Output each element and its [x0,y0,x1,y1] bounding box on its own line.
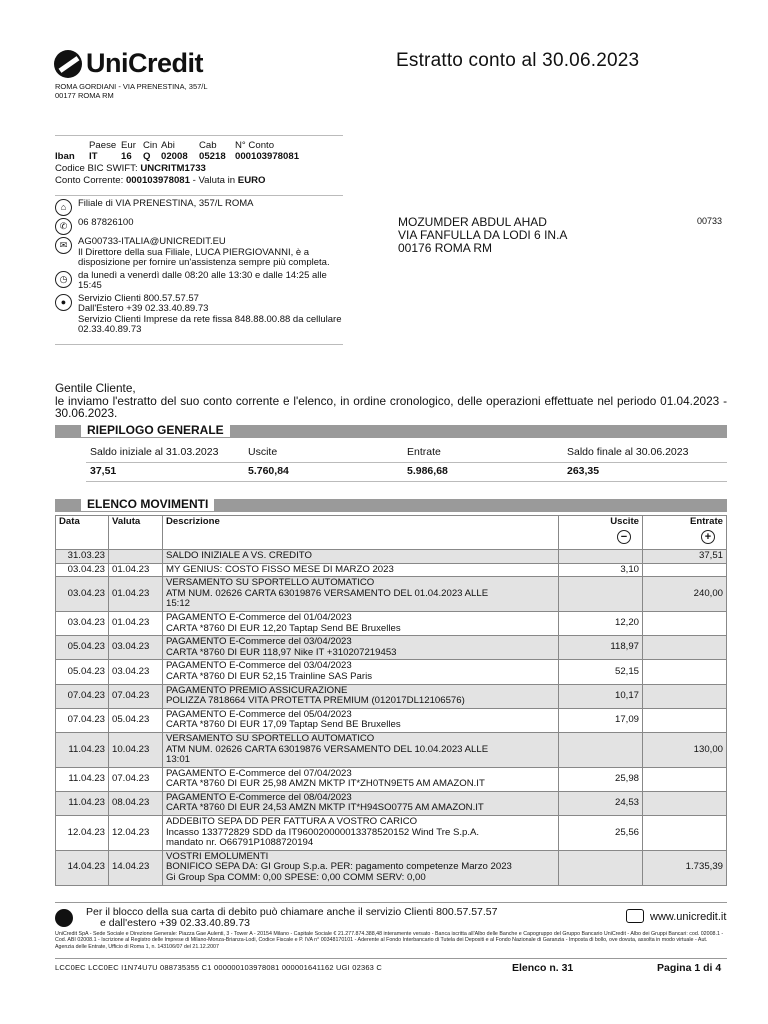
row-valuta: 12.04.23 [109,816,163,851]
summary-value-entrate: 5.986,68 [407,465,448,477]
summary-header-uscite: Uscite [248,446,278,458]
row-entrate [643,563,727,577]
description-line: Gi Group Spa COMM: 0,00 SPESE: 0,00 COMM SERV: 0,00 [166,872,426,884]
unicredit-logo-icon [54,50,82,78]
row-uscite: 24,53 [559,791,643,815]
branch-address-line-1: ROMA GORDIANI - VIA PRENESTINA, 357/L [55,82,208,91]
recipient-name: MOZUMDER ABDUL AHAD [398,215,547,229]
table-row [56,550,727,564]
iban-header-abi: Abi [161,140,175,151]
summary-band [55,425,727,438]
description-line: PAGAMENTO E-Commerce del 08/04/2023 [166,791,352,803]
description-line: VOSTRI EMOLUMENTI [166,850,269,862]
unicredit-logo [54,48,203,79]
header-valuta: Valuta [109,516,163,550]
row-valuta: 01.04.23 [109,611,163,635]
description-line: 15:12 [166,598,191,610]
row-uscite: 10,17 [559,684,643,708]
bic-value: UNCRITM1733 [140,163,206,174]
row-data: 31.03.23 [56,550,109,564]
account-value: 000103978081 [125,175,190,186]
row-descrizione [163,611,559,635]
row-valuta: 07.04.23 [109,767,163,791]
table-row [56,708,727,732]
iban-header-cin: Cin [143,140,158,151]
row-uscite [559,550,643,564]
branch-row [55,199,343,216]
mail-icon: ✉ [55,237,72,254]
table-row [56,563,727,577]
account-row [55,175,343,187]
row-descrizione [163,732,559,767]
plus-icon: + [701,530,715,544]
director-text: Il Direttore della sua Filiale, LUCA PIERGIOVANNI, è a disposizione per fornire un'assistenza sempre più completa. [78,246,330,268]
iban-values [55,151,343,163]
description-line: mandato nr. O66791P1088720194 [166,837,314,849]
currency-label: - Valuta in [192,175,236,186]
table-row [56,732,727,767]
row-uscite: 118,97 [559,636,643,660]
description-line: ADDEBITO SEPA DD PER FATTURA A VOSTRO CARICO [166,816,418,828]
description-line: MY GENIUS: COSTO FISSO MESE DI MARZO 2023 [166,563,394,575]
table-row [56,767,727,791]
row-data: 03.04.23 [56,577,109,612]
iban-header-eur: Eur [121,140,136,151]
description-line: VERSAMENTO SU SPORTELLO AUTOMATICO [166,732,375,744]
row-entrate [643,767,727,791]
row-valuta: 14.04.23 [109,850,163,885]
description-line: CARTA *8760 DI EUR 12,20 Taptap Send BE Bruxelles [166,622,401,634]
phone-icon: ✆ [55,218,72,235]
currency-value: EURO [237,175,266,186]
row-valuta: 03.04.23 [109,660,163,684]
row-descrizione [163,550,559,564]
row-uscite: 12,20 [559,611,643,635]
branch-text: Filiale di VIA PRENESTINA, 357/L ROMA [78,198,254,209]
description-line: ATM NUM. 02626 CARTA 63019876 VERSAMENTO DEL 01.04.2023 ALLE [166,587,489,599]
table-row [56,636,727,660]
row-uscite: 3,10 [559,563,643,577]
description-line: PAGAMENTO E-Commerce del 07/04/2023 [166,767,352,779]
header-entrate [643,516,727,550]
row-uscite [559,577,643,612]
row-data: 14.04.23 [56,850,109,885]
table-row [56,660,727,684]
bottom-divider [55,958,727,959]
email-row [55,237,343,269]
branch-address-line-2: 00177 ROMA RM [55,91,114,100]
phone-text: 06 87826100 [78,217,134,228]
email-text: AG00733-ITALIA@UNICREDIT.EU [78,236,226,247]
iban-abi: 02008 [161,151,188,162]
row-uscite [559,850,643,885]
header-descrizione: Descrizione [163,516,559,550]
recipient-city: 00176 ROMA RM [398,241,493,255]
row-entrate [643,791,727,815]
row-valuta: 01.04.23 [109,563,163,577]
home-icon: ⌂ [55,199,72,216]
row-valuta [109,550,163,564]
email-block [78,237,343,269]
row-uscite: 25,98 [559,767,643,791]
row-entrate [643,636,727,660]
card-block-icon [55,909,73,927]
summary-header-entrate: Entrate [407,446,441,458]
statement-title: Estratto conto al 30.06.2023 [396,50,640,71]
page-number: Pagina 1 di 4 [657,962,722,974]
phone-row [55,218,343,235]
summary-title: RIEPILOGO GENERALE [81,424,230,437]
greeting [55,382,727,420]
iban-paese: IT [89,151,98,162]
iban-label: Iban [55,151,75,162]
iban-cab: 05218 [199,151,226,162]
row-entrate [643,816,727,851]
elenco-number: Elenco n. 31 [512,962,574,974]
row-descrizione [163,791,559,815]
movements-body [56,550,727,886]
header-uscite-label: Uscite [610,516,639,527]
table-row [56,816,727,851]
row-valuta: 05.04.23 [109,708,163,732]
recipient-code: 00733 [697,216,723,226]
bic-row [55,163,343,175]
row-data: 11.04.23 [56,791,109,815]
hours-row [55,271,343,292]
service-line-1: Servizio Clienti 800.57.57.57 [78,292,199,304]
legal-text: UniCredit SpA - Sede Sociale e Direzione Generale: Piazza Gae Aulenti, 3 - Tower A - 20154 Milano - Capitale Sociale € 21.277.874.388,48 interamente versato - Banca iscritta all'Albo delle Banche e Capogruppo del Gruppo Bancario UniCredit - Albo dei Gruppi Bancari: cod. 02008.1 - Cod. ABI 02008.1 - Iscrizione al Registro delle Imprese di Milano-Monza-Brianza-Lodi, Codice Fiscale e P. IVA n° 00348170101 - Aderente al Fondo Interbancario di Tutela dei Depositi e al Fondo Nazionale di Garanzia - Imposta di bollo, ove dovuta, assolta in modo virtuale - Aut. Agenzia delle Entrate, Ufficio di Roma 1, n. 143106/07 del 21.12.2007 [55,931,724,950]
row-descrizione [163,577,559,612]
description-line: Incasso 133772829 SDD da IT960020000013378520152 Wind Tre S.p.A. [166,826,480,838]
summary-header-final: Saldo finale al 30.06.2023 [567,446,689,458]
hours-text: da lunedì a venerdì dalle 08:20 alle 13:30 e dalle 14:25 alle 15:45 [78,269,327,291]
row-data: 03.04.23 [56,563,109,577]
iban-eur: 16 [121,151,132,162]
description-line: CARTA *8760 DI EUR 52,15 Trainline SAS Paris [166,670,373,682]
description-line: SALDO INIZIALE A VS. CREDITO [166,550,312,561]
service-block [78,294,343,336]
movements-header-row [56,516,727,550]
header-data: Data [56,516,109,550]
summary-value-final: 263,35 [567,465,600,477]
iban-conto: 000103978081 [235,151,300,162]
row-data: 05.04.23 [56,636,109,660]
greeting-body: le inviamo l'estratto del suo conto corrente e l'elenco, in ordine cronologico, delle operazioni effettuate nel periodo 01.04.2023 - 30.06.2023. [55,393,727,421]
service-line-2: Dall'Estero +39 02.33.40.89.73 [78,303,209,314]
user-icon: ● [55,294,72,311]
row-data: 03.04.23 [56,611,109,635]
description-line: PAGAMENTO PREMIO ASSICURAZIONE [166,684,348,696]
account-label: Conto Corrente: [55,175,124,186]
row-valuta: 03.04.23 [109,636,163,660]
iban-block [55,135,343,187]
description-line: PAGAMENTO E-Commerce del 03/04/2023 [166,636,352,648]
movements-band [55,499,727,512]
row-descrizione [163,708,559,732]
description-line: PAGAMENTO E-Commerce del 03/04/2023 [166,660,352,672]
row-entrate [643,611,727,635]
branch-address [55,82,208,100]
movements-table [55,515,727,886]
row-descrizione [163,767,559,791]
service-row [55,294,343,336]
iban-header-cab: Cab [199,140,217,151]
header-uscite [559,516,643,550]
iban-header-conto: N° Conto [235,140,275,151]
salutation: Gentile Cliente, [55,381,136,395]
row-data: 11.04.23 [56,732,109,767]
row-uscite: 25,56 [559,816,643,851]
computer-icon [626,909,644,923]
row-descrizione [163,684,559,708]
document-code: LCC0EC LCC0EC I1N74U7U 088735355 C1 000000103978081 000001641162 UGI 02363 C [55,963,382,972]
description-line: 13:01 [166,754,191,766]
row-data: 12.04.23 [56,816,109,851]
row-data: 07.04.23 [56,684,109,708]
row-entrate [643,660,727,684]
iban-cin: Q [143,151,151,162]
branch-info [55,195,343,345]
description-line: CARTA *8760 DI EUR 25,98 AMZN MKTP IT*ZH0TN9ET5 AM AMAZON.IT [166,778,485,790]
recipient-street: VIA FANFULLA DA LODI 6 IN.A [398,228,568,242]
row-valuta: 07.04.23 [109,684,163,708]
bank-name: UniCredit [86,48,203,78]
description-line: PAGAMENTO E-Commerce del 01/04/2023 [166,611,352,623]
row-descrizione [163,660,559,684]
footer-divider [55,902,727,903]
row-entrate: 130,00 [643,732,727,767]
row-entrate: 240,00 [643,577,727,612]
service-line-3: Servizio Clienti Imprese da rete fissa 848.88.00.88 da cellulare 02.33.40.89.73 [78,313,342,335]
description-line: BONIFICO SEPA DA: GI Group S.p.a. PER: pagamento competenze Marzo 2023 [166,861,512,873]
row-descrizione [163,563,559,577]
table-row [56,850,727,885]
clock-icon: ◷ [55,271,72,288]
description-line: CARTA *8760 DI EUR 118,97 Nike IT +310207219453 [166,646,397,658]
row-entrate: 1.735,39 [643,850,727,885]
row-uscite [559,732,643,767]
description-line: PAGAMENTO E-Commerce del 05/04/2023 [166,708,352,720]
row-entrate [643,708,727,732]
table-row [56,611,727,635]
movements-title: ELENCO MOVIMENTI [81,498,214,511]
row-descrizione [163,850,559,885]
summary-values [86,465,727,482]
description-line: VERSAMENTO SU SPORTELLO AUTOMATICO [166,577,375,589]
row-valuta: 01.04.23 [109,577,163,612]
summary-header-initial: Saldo iniziale al 31.03.2023 [90,446,219,458]
row-data: 11.04.23 [56,767,109,791]
table-row [56,684,727,708]
iban-headers [55,140,343,151]
summary-headers [86,446,727,463]
row-valuta: 10.04.23 [109,732,163,767]
recipient-address [398,216,567,255]
footer-note-1: Per il blocco della sua carta di debito può chiamare anche il servizio Clienti 800.57.57.57 [86,906,498,918]
website-link[interactable]: www.unicredit.it [650,911,727,923]
table-row [56,791,727,815]
bic-label: Codice BIC SWIFT: [55,163,138,174]
row-data: 05.04.23 [56,660,109,684]
row-descrizione [163,636,559,660]
summary-value-uscite: 5.760,84 [248,465,289,477]
row-uscite: 17,09 [559,708,643,732]
row-entrate [643,684,727,708]
row-descrizione [163,816,559,851]
row-uscite: 52,15 [559,660,643,684]
row-valuta: 08.04.23 [109,791,163,815]
footer-note-2: e dall'estero +39 02.33.40.89.73 [100,917,250,929]
minus-icon: − [617,530,631,544]
description-line: POLIZZA 7818664 VITA PROTETTA PREMIUM (012017DL12106576) [166,695,465,707]
description-line: ATM NUM. 02626 CARTA 63019876 VERSAMENTO DEL 10.04.2023 ALLE [166,743,489,755]
iban-header-paese: Paese [89,140,117,151]
header-entrate-label: Entrate [689,516,723,527]
table-row [56,577,727,612]
row-entrate: 37,51 [643,550,727,564]
summary-value-initial: 37,51 [90,465,117,477]
row-data: 07.04.23 [56,708,109,732]
description-line: CARTA *8760 DI EUR 24,53 AMZN MKTP IT*H94SO0775 AM AMAZON.IT [166,802,484,814]
footer-note [86,907,498,929]
description-line: CARTA *8760 DI EUR 17,09 Taptap Send BE Bruxelles [166,719,401,731]
